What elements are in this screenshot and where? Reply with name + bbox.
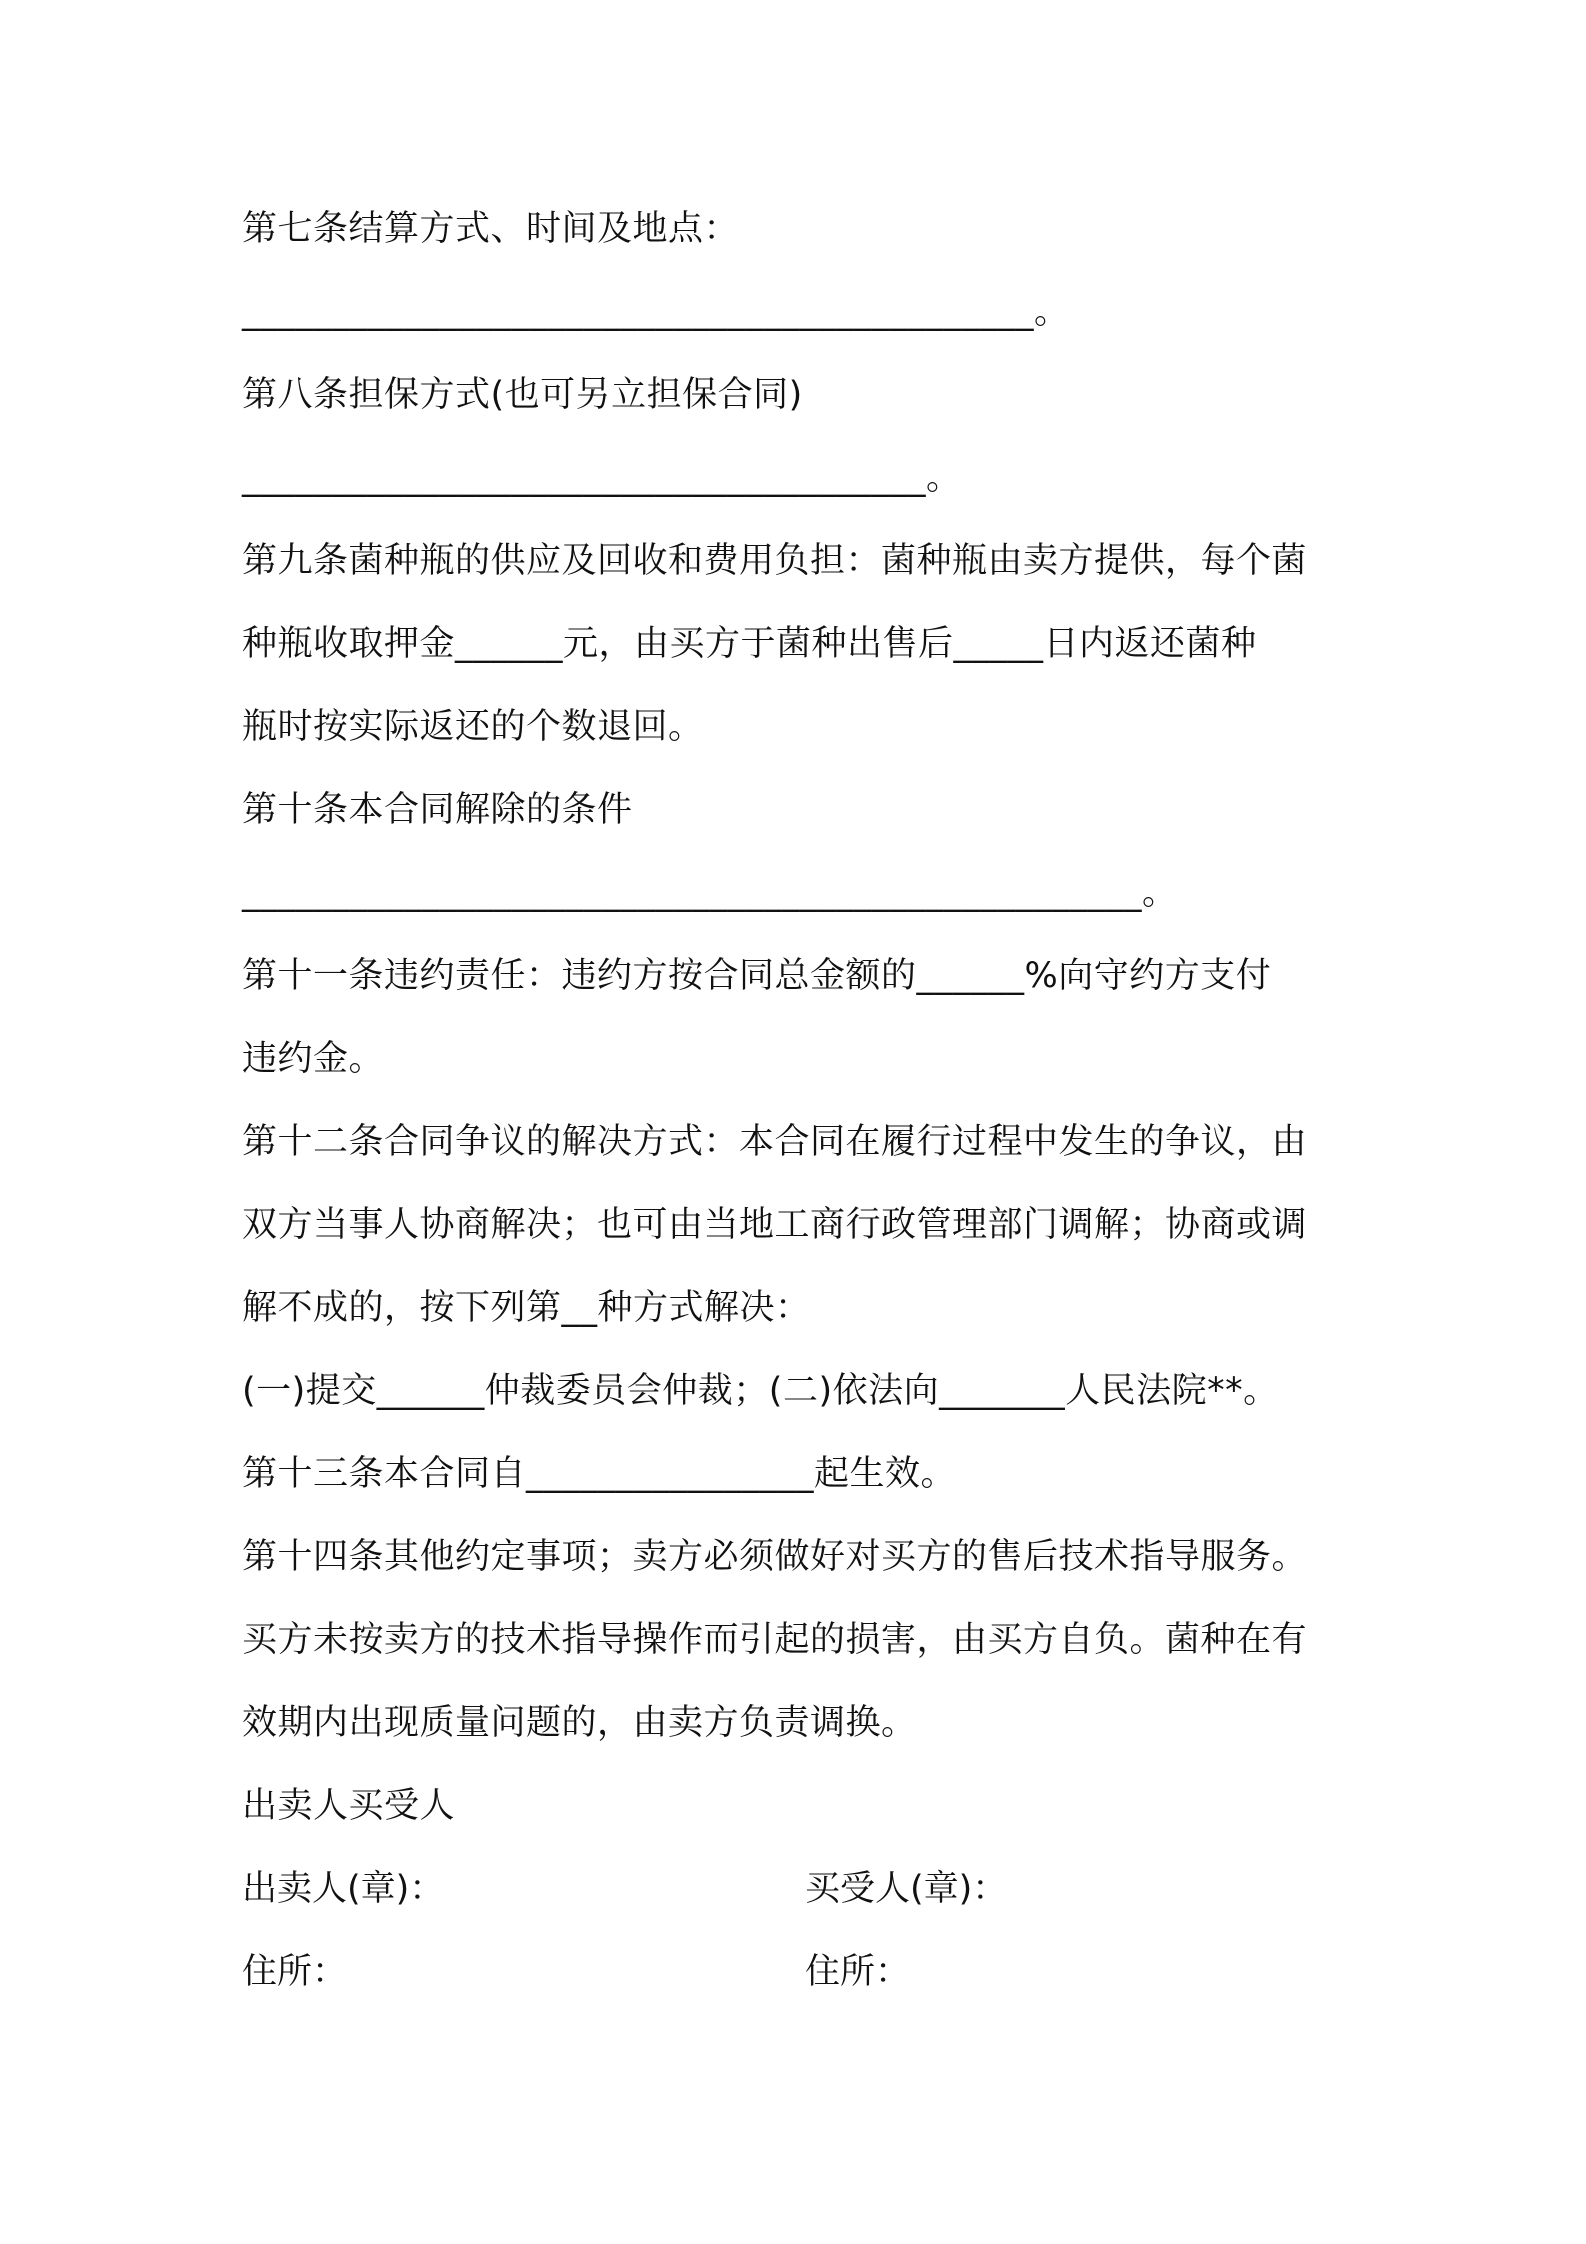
article-12-line-2: 双方当事人协商解决；也可由当地工商行政管理部门调解；协商或调 xyxy=(242,1205,1308,1245)
article-14-line-2: 买方未按卖方的技术指导操作而引起的损害，由买方自负。菌种在有 xyxy=(242,1620,1308,1660)
seal-row xyxy=(242,1848,1362,1931)
article-8-heading: 第八条担保方式(也可另立担保合同) xyxy=(242,375,803,415)
address-row xyxy=(242,1931,1362,2014)
contract-text xyxy=(242,188,1362,2014)
parties-heading: 出卖人买受人 xyxy=(242,1786,456,1826)
article-14-line-3: 效期内出现质量问题的，由卖方负责调换。 xyxy=(242,1703,917,1743)
article-12-line-3: 解不成的，按下列第__种方式解决： xyxy=(242,1288,811,1328)
article-10-blank-line: __________________________________________________。 xyxy=(242,873,1178,913)
dispute-options-line: (一)提交______仲裁委员会仲裁；(二)依法向_______人民法院**。 xyxy=(242,1371,1279,1411)
article-13-line: 第十三条本合同自________________起生效。 xyxy=(242,1454,957,1494)
article-12-line-1: 第十二条合同争议的解决方式：本合同在履行过程中发生的争议，由 xyxy=(242,1122,1308,1162)
article-7-heading: 第七条结算方式、时间及地点： xyxy=(242,209,740,249)
seller-seal-label: 出卖人(章)： xyxy=(242,1869,445,1909)
article-10-heading: 第十条本合同解除的条件 xyxy=(242,790,633,830)
article-7-blank-line: ____________________________________________。 xyxy=(242,292,1070,332)
buyer-seal-label: 买受人(章)： xyxy=(805,1869,1008,1909)
buyer-address-label: 住所： xyxy=(805,1952,911,1992)
article-9-line-1: 第九条菌种瓶的供应及回收和费用负担：菌种瓶由卖方提供，每个菌 xyxy=(242,541,1308,581)
article-11-line-1: 第十一条违约责任：违约方按合同总金额的______%向守约方支付 xyxy=(242,956,1272,996)
seller-address-label: 住所： xyxy=(242,1952,348,1992)
article-9-line-3: 瓶时按实际返还的个数退回。 xyxy=(242,707,704,747)
article-14-line-1: 第十四条其他约定事项；卖方必须做好对买方的售后技术指导服务。 xyxy=(242,1537,1308,1577)
article-8-blank-line: ______________________________________。 xyxy=(242,458,962,498)
article-11-line-2: 违约金。 xyxy=(242,1039,385,1079)
article-9-line-2: 种瓶收取押金______元，由买方于菌种出售后_____日内返还菌种 xyxy=(242,624,1257,664)
